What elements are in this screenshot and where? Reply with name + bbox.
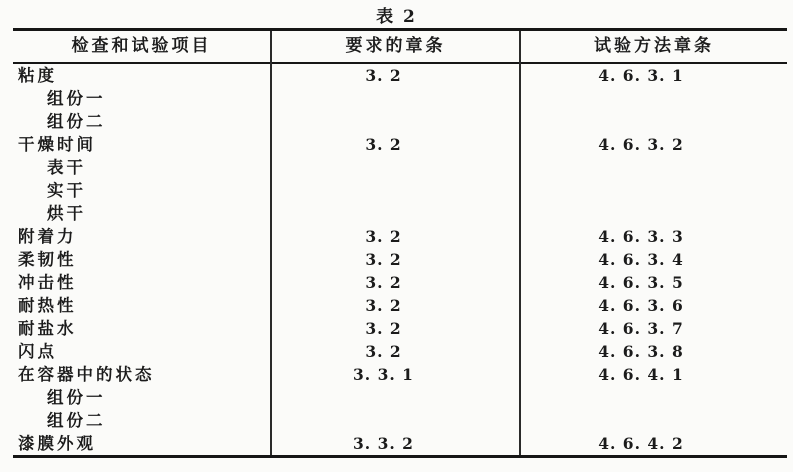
item-cell: 表干 [13, 156, 272, 179]
item-cell: 漆膜外观 [13, 432, 272, 455]
item-cell: 组份一 [13, 386, 272, 409]
item-cell: 在容器中的状态 [13, 363, 272, 386]
inspection-test-table [13, 28, 787, 458]
col-header-test-method-clause: 试验方法章条 [594, 36, 714, 56]
requirement-cell [272, 156, 521, 179]
method-cell: 4. 6. 3. 6 [598, 296, 684, 315]
requirement-cell: 3. 2 [272, 248, 521, 271]
item-cell: 组份二 [13, 110, 272, 133]
table-title: 表 2 [376, 7, 417, 27]
method-cell: 4. 6. 3. 4 [598, 250, 684, 269]
item-cell: 组份一 [13, 87, 272, 110]
table-row [13, 225, 787, 248]
requirement-cell [272, 386, 521, 409]
requirement-cell: 3. 3. 2 [272, 432, 521, 455]
table-row [13, 409, 787, 432]
col-header-requirement-clause: 要求的章条 [272, 31, 521, 64]
table-row [13, 386, 787, 409]
requirement-cell: 3. 3. 1 [272, 363, 521, 386]
requirement-cell [272, 179, 521, 202]
method-cell: 4. 6. 3. 2 [598, 135, 684, 154]
requirement-cell [272, 87, 521, 110]
requirement-cell: 3. 2 [272, 64, 521, 87]
requirement-cell: 3. 2 [272, 294, 521, 317]
table-header-row [13, 31, 787, 64]
method-cell: 4. 6. 4. 2 [598, 434, 684, 453]
item-cell: 组份二 [13, 409, 272, 432]
item-cell: 耐盐水 [13, 317, 272, 340]
requirement-cell [272, 409, 521, 432]
table-row [13, 179, 787, 202]
table-row [13, 87, 787, 110]
requirement-cell: 3. 2 [272, 133, 521, 156]
method-cell [521, 179, 787, 202]
table-body [13, 64, 787, 455]
method-cell [521, 409, 787, 432]
table-row [13, 64, 787, 87]
table-row [13, 133, 787, 156]
method-cell [521, 202, 787, 225]
table-row [13, 156, 787, 179]
method-cell: 4. 6. 3. 5 [598, 273, 684, 292]
requirement-cell: 3. 2 [272, 317, 521, 340]
table-row [13, 340, 787, 363]
item-cell: 耐热性 [13, 294, 272, 317]
table-row [13, 202, 787, 225]
table-row [13, 294, 787, 317]
item-cell: 实干 [13, 179, 272, 202]
item-cell: 闪点 [13, 340, 272, 363]
method-cell: 4. 6. 3. 8 [598, 342, 684, 361]
item-cell: 附着力 [13, 225, 272, 248]
table-row [13, 110, 787, 133]
method-cell [521, 156, 787, 179]
method-cell: 4. 6. 3. 1 [598, 66, 684, 85]
table-row [13, 432, 787, 455]
table-row [13, 363, 787, 386]
method-cell [521, 386, 787, 409]
item-cell: 冲击性 [13, 271, 272, 294]
item-cell: 烘干 [13, 202, 272, 225]
item-cell: 柔韧性 [13, 248, 272, 271]
requirement-cell: 3. 2 [272, 340, 521, 363]
method-cell: 4. 6. 3. 7 [598, 319, 684, 338]
requirement-cell [272, 202, 521, 225]
requirement-cell: 3. 2 [272, 225, 521, 248]
method-cell [521, 110, 787, 133]
requirement-cell: 3. 2 [272, 271, 521, 294]
method-cell: 4. 6. 4. 1 [598, 365, 684, 384]
table-row [13, 271, 787, 294]
table-row [13, 248, 787, 271]
item-cell: 干燥时间 [13, 133, 272, 156]
item-cell: 粘度 [13, 64, 272, 87]
table-row [13, 317, 787, 340]
requirement-cell [272, 110, 521, 133]
method-cell: 4. 6. 3. 3 [598, 227, 684, 246]
method-cell [521, 87, 787, 110]
col-header-inspection-item: 检查和试验项目 [13, 31, 272, 64]
